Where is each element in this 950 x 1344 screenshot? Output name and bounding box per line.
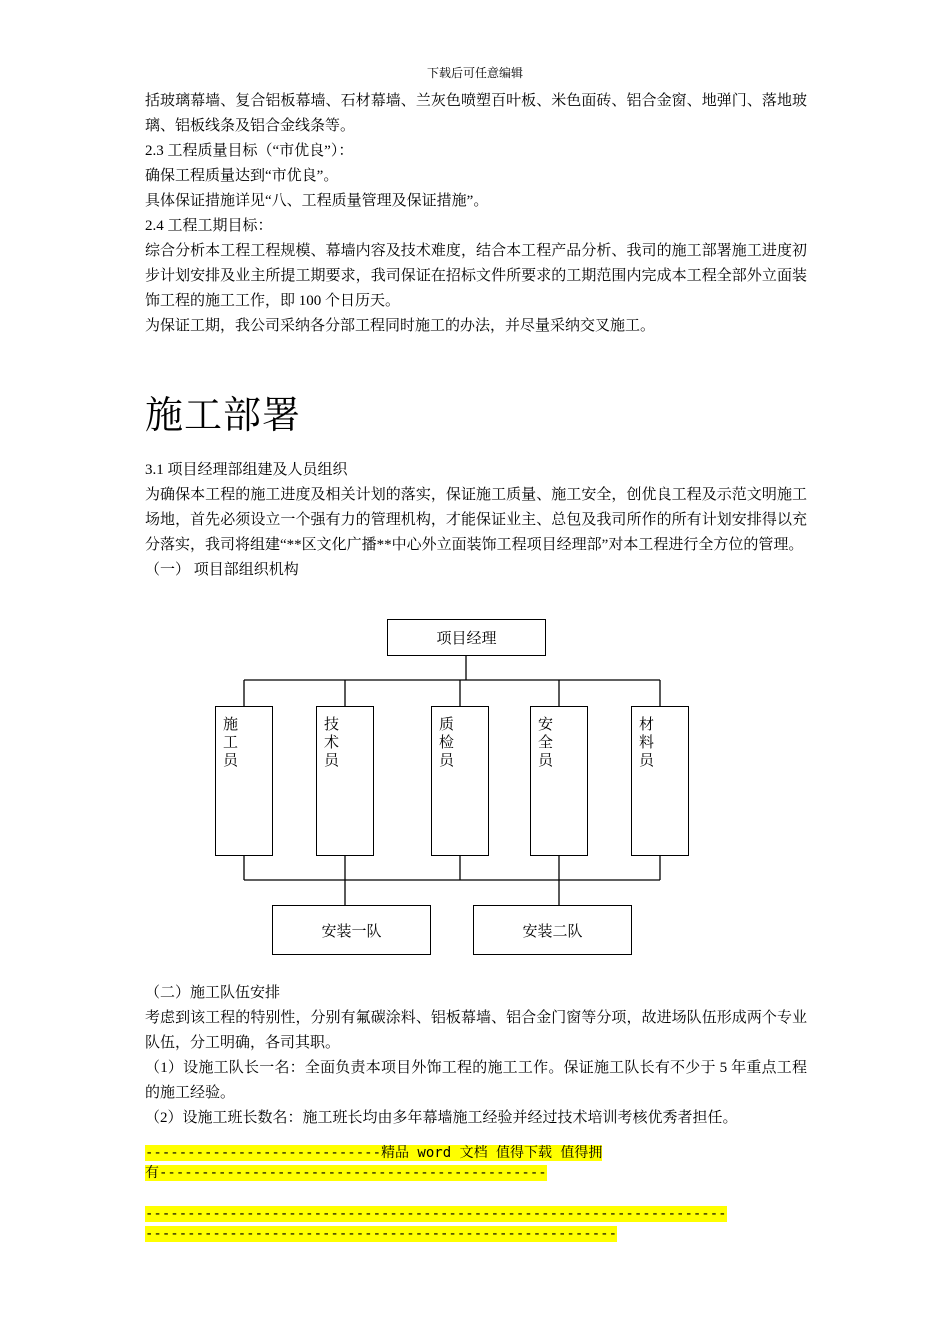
section-top xyxy=(145,89,807,339)
paragraph: 考虑到该工程的特别性，分别有氟碳涂料、铝板幕墙、铝合金门窗等分项，故进场队伍形成两个专业队伍，分工明确，各司其职。 xyxy=(145,1010,807,1051)
subheading-quality-target: 2.3 工程质量目标（“市优良”）： xyxy=(145,143,354,159)
paragraph: （2）设施工班长数名：施工班长均由多年幕墙施工经验并经过技术培训考核优秀者担任。 xyxy=(145,1110,738,1126)
section-mid xyxy=(145,458,807,583)
subheading-project-dept: 3.1 项目经理部组建及人员组织 xyxy=(145,462,348,478)
org-node-quality-inspector: 质检员 xyxy=(431,706,489,856)
org-node-construction-staff: 施工员 xyxy=(215,706,273,856)
section-heading: 施工部署 xyxy=(145,393,302,437)
org-node-safety-officer: 安全员 xyxy=(530,706,588,856)
footer-banner-2 xyxy=(145,1204,727,1244)
paragraph: 为确保本工程的施工进度及相关计划的落实，保证施工质量、施工安全，创优良工程及示范文明施工场地，首先必须设立一个强有力的管理机构，才能保证业主、总包及我司所作的所有计划安排得以充分落实，我司将组建“**区文化广播**中心外立面装饰工程项目经理部”对本工程进行全方位的管理。 xyxy=(145,487,807,553)
paragraph: 确保工程质量达到“市优良”。 xyxy=(145,168,339,184)
footer-line: 有---------------------------------------------- xyxy=(145,1165,547,1181)
org-node-materials-officer: 材料员 xyxy=(631,706,689,856)
section-bottom xyxy=(145,981,807,1131)
org-node-install-team-1: 安装一队 xyxy=(272,905,431,955)
org-chart-caption: （一） 项目部组织机构 xyxy=(145,562,299,578)
subheading-team-arrangement: （二）施工队伍安排 xyxy=(145,985,281,1001)
subheading-schedule-target: 2.4 工程工期目标： xyxy=(145,218,273,234)
org-node-project-manager: 项目经理 xyxy=(387,619,546,656)
footer-line: ----------------------------精品 word 文档 值得下载 值得拥 xyxy=(145,1145,603,1161)
paragraph: （1）设施工队长一名：全面负责本项目外饰工程的施工工作。保证施工队长有不少于 5 年重点工程的施工经验。 xyxy=(145,1060,807,1101)
footer-line: --------------------------------------------------------------------- xyxy=(145,1206,727,1222)
org-node-technical-staff: 技术员 xyxy=(316,706,374,856)
paragraph: 括玻璃幕墙、复合铝板幕墙、石材幕墙、兰灰色喷塑百叶板、米色面砖、铝合金窗、地弹门、落地玻璃、铝板线条及铝合金线条等。 xyxy=(145,93,807,134)
paragraph: 为保证工期，我公司采纳各分部工程同时施工的办法，并尽量采纳交叉施工。 xyxy=(145,318,656,334)
footer-line: -------------------------------------------------------- xyxy=(145,1226,618,1242)
page-header: 下载后可任意编辑 xyxy=(426,66,523,80)
paragraph: 具体保证措施详见“八、工程质量管理及保证措施”。 xyxy=(145,193,489,209)
org-node-install-team-2: 安装二队 xyxy=(473,905,632,955)
org-chart xyxy=(200,612,710,962)
paragraph: 综合分析本工程工程规模、幕墙内容及技术难度，结合本工程产品分析、我司的施工部署施工进度初步计划安排及业主所提工期要求，我司保证在招标文件所要求的工期范围内完成本工程全部外立面装饰工程的施工工作，即 100 个日历天。 xyxy=(145,243,807,309)
footer-banner-1 xyxy=(145,1143,602,1183)
